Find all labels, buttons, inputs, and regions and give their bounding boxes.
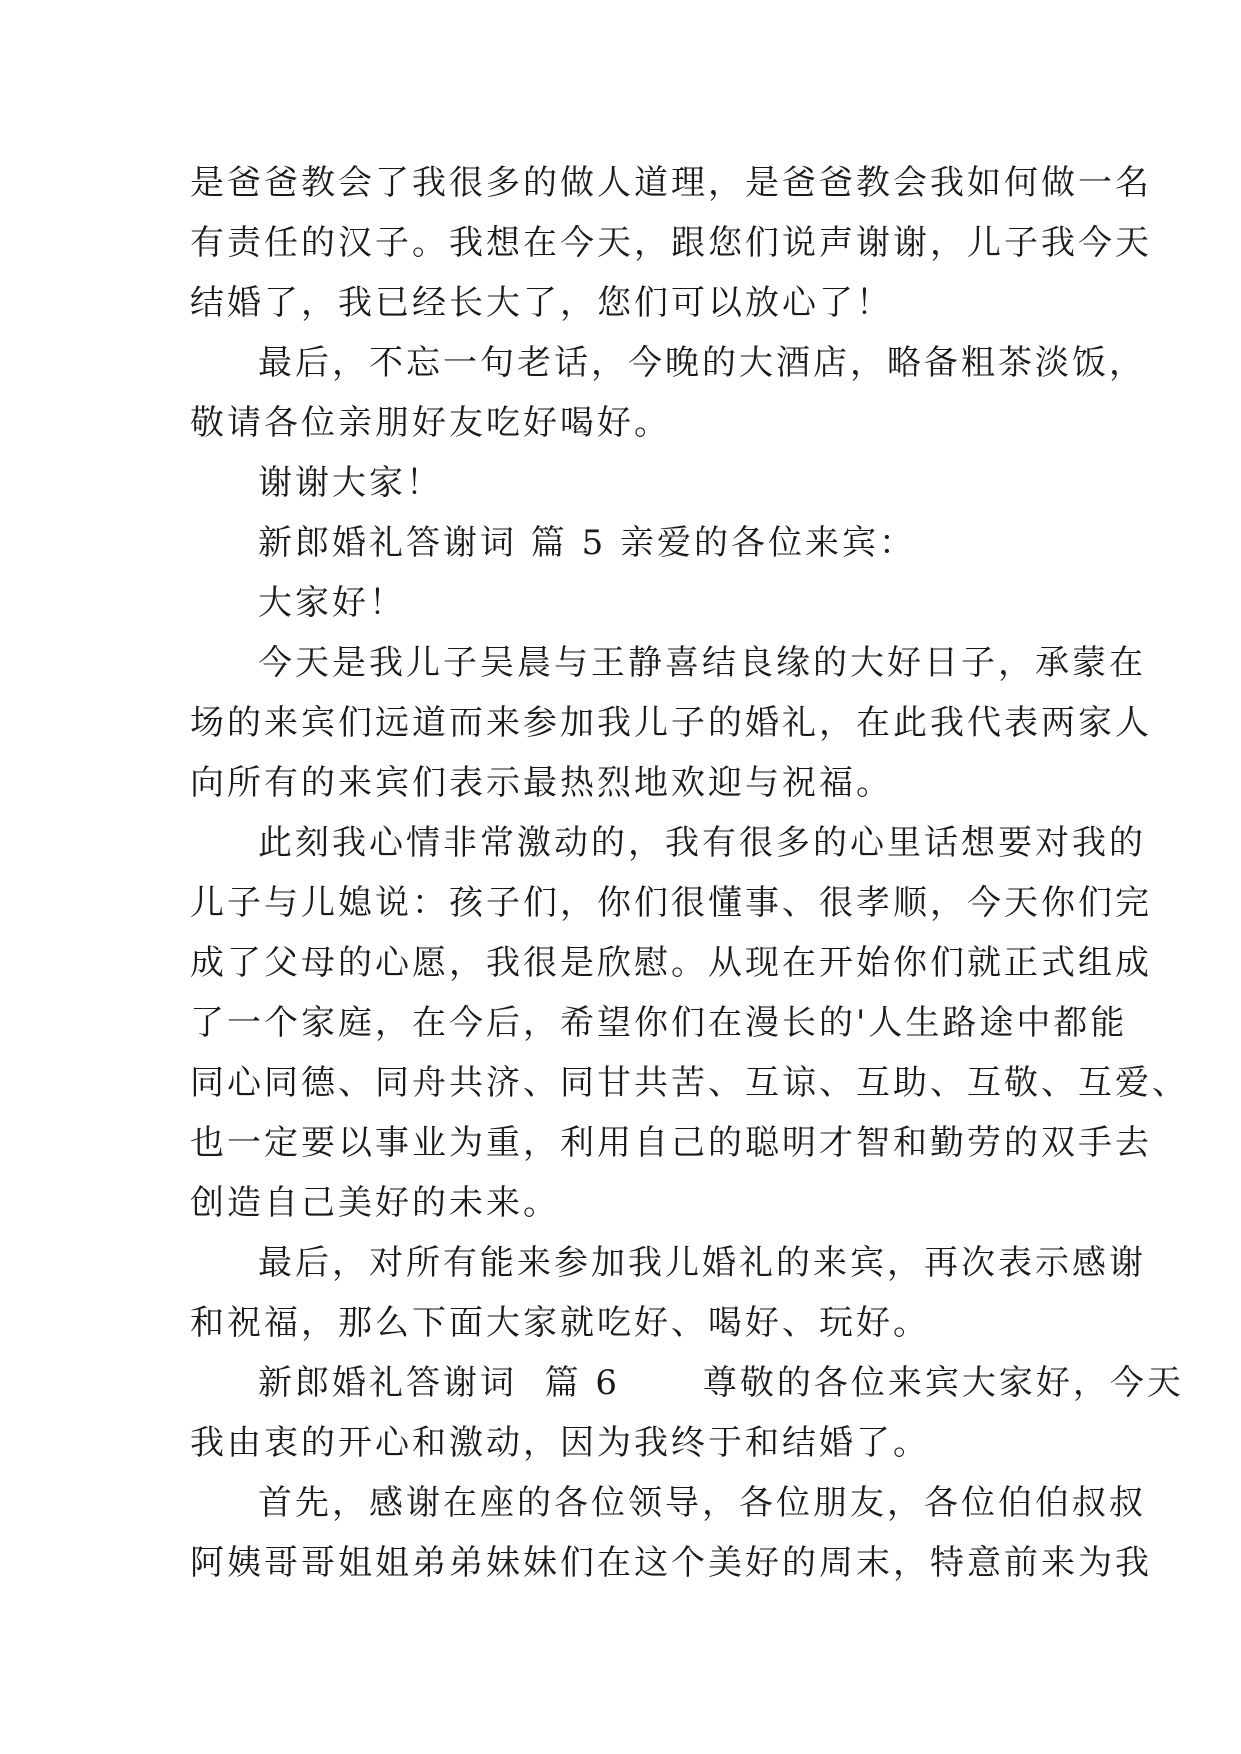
paragraph-start-line: 大家好！ [258, 583, 406, 623]
text-line: 是爸爸教会了我很多的做人道理，是爸爸教会我如何做一名 [190, 163, 1152, 203]
paragraph-start-line: 今天是我儿子吴晨与王静喜结良缘的大好日子，承蒙在 [258, 643, 1146, 683]
paragraph-start-line: 最后，不忘一句老话，今晚的大酒店，略备粗茶淡饭， [258, 343, 1146, 383]
text-line: 了一个家庭，在今后，希望你们在漫长的'人生路途中都能 [190, 1003, 1128, 1043]
text-line: 阿姨哥哥姐姐弟弟妹妹们在这个美好的周末，特意前来为我 [190, 1543, 1152, 1583]
text-line: 和祝福，那么下面大家就吃好、喝好、玩好。 [190, 1303, 930, 1343]
paragraph-start-line: 最后，对所有能来参加我儿婚礼的来宾，再次表示感谢 [258, 1243, 1146, 1283]
text-line: 我由衷的开心和激动，因为我终于和结婚了。 [190, 1423, 930, 1463]
text-line: 创造自己美好的未来。 [190, 1183, 560, 1223]
text-line: 也一定要以事业为重，利用自己的聪明才智和勤劳的双手去 [190, 1123, 1152, 1163]
text-line: 儿子与儿媳说：孩子们，你们很懂事、很孝顺，今天你们完 [190, 883, 1152, 923]
paragraph-start-line: 此刻我心情非常激动的，我有很多的心里话想要对我的 [258, 823, 1146, 863]
paragraph-start-line: 首先，感谢在座的各位领导，各位朋友，各位伯伯叔叔 [258, 1483, 1146, 1523]
section-heading: 新郎婚礼答谢词 篇 6 尊敬的各位来宾大家好，今天 [258, 1363, 1184, 1403]
text-line: 结婚了，我已经长大了，您们可以放心了！ [190, 283, 893, 323]
text-line: 有责任的汉子。我想在今天，跟您们说声谢谢，儿子我今天 [190, 223, 1152, 263]
text-line: 敬请各位亲朋好友吃好喝好。 [190, 403, 671, 443]
text-line: 同心同德、同舟共济、同甘共苦、互谅、互助、互敬、互爱、 [190, 1063, 1189, 1103]
paragraph-start-line: 谢谢大家！ [258, 463, 443, 503]
text-line: 场的来宾们远道而来参加我儿子的婚礼，在此我代表两家人 [190, 703, 1152, 743]
section-heading: 新郎婚礼答谢词 篇 5 亲爱的各位来宾： [258, 523, 917, 563]
text-line: 向所有的来宾们表示最热烈地欢迎与祝福。 [190, 763, 893, 803]
text-line: 成了父母的心愿，我很是欣慰。从现在开始你们就正式组成 [190, 943, 1152, 983]
